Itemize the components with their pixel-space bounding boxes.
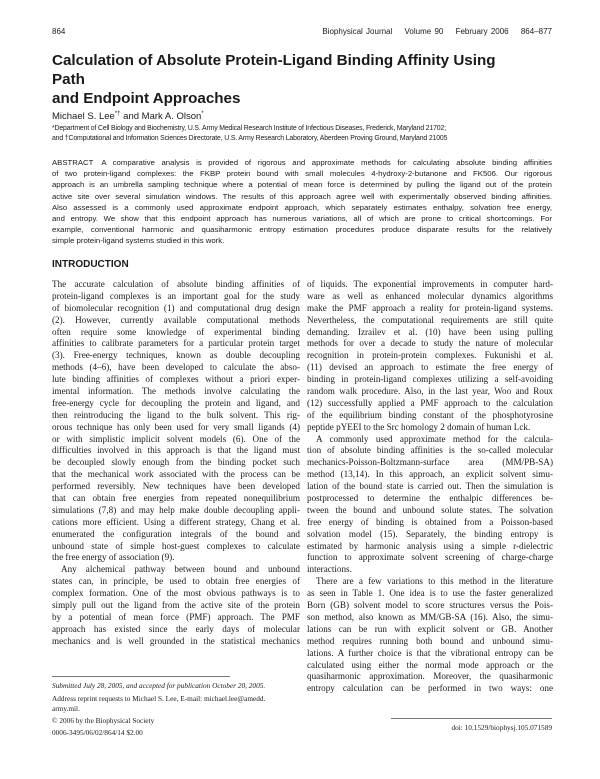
article-title	[52, 51, 522, 108]
submission-dates: Submitted July 28, 2005, and accepted for publication October 20, 2005.	[52, 681, 266, 690]
body-text-line: (3). Free-energy techniques, known as double decoupling	[52, 350, 300, 361]
author-list	[52, 111, 204, 122]
abstract-line	[52, 157, 552, 168]
body-text-line: quasiharmonic approximation. Moreover, the quasiharmonic	[307, 671, 553, 682]
body-text-line: method (13,14). In this approach, an explicit solvent simu-	[307, 469, 553, 480]
journal-pages: 864–877	[520, 27, 552, 36]
body-text-line: by a potential of mean force (PMF) approach. The PMF	[52, 611, 300, 622]
abstract-line: simple protein-ligand systems studied in this work.	[52, 236, 225, 246]
body-text-line: cations more efficient. Using a different strategy, Chang et al.	[52, 516, 300, 527]
abstract-line: approach is an umbrella sampling technique where a potential of mean force is determined by pulling the ligand out of the protein	[52, 180, 552, 190]
body-text-line: function to approximate solvent screening of charge-charge	[307, 552, 553, 563]
body-text-line: (11) devised an approach to estimate the free energy of	[307, 362, 553, 373]
body-text-line: recognition in protein-protein complexes. Fukunishi et al.	[307, 350, 553, 361]
body-text-line: make the PMF approach a reality for protein-ligand systems.	[307, 302, 553, 313]
body-text-line: performed reversibly. New techniques have been developed	[52, 481, 300, 492]
abstract-line: and entropy. We show that this endpoint approach has numerous variations, all of which are prone to critical shortcomings. For	[52, 213, 552, 223]
title-line: and Endpoint Approaches	[52, 90, 241, 107]
body-text-line: tween the bound and unbound solute states. The solvation	[307, 504, 553, 515]
body-text-line: binding in protein-ligand complexes utilizing a self-avoiding	[307, 374, 553, 385]
body-text-line: lute binding affinities of complexes without a priori exper-	[52, 374, 300, 385]
body-text-line: as seen in Table 1. One idea is to use the faster generalized	[307, 588, 553, 599]
journal-date: February 2006	[455, 27, 509, 36]
body-text-line: mechanics-Poisson-Boltzmann-surface area (MM/PB-SA)	[307, 457, 553, 468]
body-text-line: then reintroducing the ligand to the bulk solvent. This rig-	[52, 409, 300, 420]
abstract	[52, 157, 552, 247]
body-text-line: affinities to calibrate parameters for a particular protein target	[52, 338, 300, 349]
body-text-line: son method, also known as MM/GB-SA (16). Also, the simu-	[307, 611, 553, 622]
body-text-line: approach has existed since the early days of molecular	[52, 623, 300, 634]
body-text-line: enumerated the configuration integrals of the bound and	[52, 528, 300, 539]
abstract-label: ABSTRACT	[52, 158, 94, 167]
body-text-line: mechanics and is well grounded in the statistical mechanics	[52, 635, 300, 646]
body-text-line: of liquids. The exponential improvements in computer hard-	[307, 279, 553, 289]
author-name: Mark A. Olson	[141, 111, 202, 123]
body-text-line: of biomolecular recognition (1) and computational drug design	[52, 302, 300, 313]
article-code: 0006-3495/06/02/864/14 $2.00	[52, 727, 143, 737]
body-text-line: protein-ligand complexes is an important goal for the study	[52, 290, 300, 301]
abstract-text: A comparative analysis is provided of rigorous and approximate methods for calculating absolute binding affinities	[101, 158, 552, 167]
section-heading: INTRODUCTION	[52, 259, 129, 270]
abstract-line: example, conventional harmonic and quasiharmonic entropy estimation procedures produce disparate results for the relatively	[52, 225, 552, 235]
author-conjunction: and	[120, 111, 142, 123]
body-text-line: ware as well as enhanced molecular dynamics algorithms	[307, 290, 553, 301]
body-text-line: unbound state of simple host-guest complexes to calculate	[52, 540, 300, 551]
body-text-line: methods (4–6), have been developed to calculate the abso-	[52, 362, 300, 373]
journal-volume: Volume 90	[404, 27, 444, 36]
body-text-line: orous technique has only been used for very small ligands (4)	[52, 421, 300, 432]
body-text-line: lations can be run with explicit solvent or GB. Another	[307, 623, 553, 634]
body-text-line: estimated by harmonic analysis using a simple r-dielectric	[307, 540, 553, 551]
body-text-line: difficulties involved in this approach is that the ligand must	[52, 445, 300, 456]
body-text-line: or with simplistic implicit solvent models (6). One of the	[52, 433, 300, 444]
body-text-line: solvation model (15). Separately, the binding entropy is	[307, 528, 553, 539]
body-text-line: methods for over a decade to study the nature of molecular	[307, 338, 553, 349]
body-text-line: The accurate calculation of absolute binding affinities of	[52, 279, 300, 289]
body-text-line: postprocessed to determine the enthalpic differences be-	[307, 493, 553, 504]
copyright: © 2006 by the Biophysical Society	[52, 715, 155, 725]
body-text-line: that the mechanical work associated with the process can be	[52, 469, 300, 480]
abstract-line: active site over several simulation windows. The results of this approach agree well with experimentally observed binding affinities.	[52, 191, 552, 201]
body-text-line: of the equilibrium binding constant of the phosphotyrosine	[307, 409, 553, 420]
abstract-line: of two protein-ligand complexes: the FKBP protein bound with small molecules 4-hydroxy-2-butanone and FK506. Our rigorous	[52, 169, 552, 179]
body-text-line: interactions.	[307, 564, 352, 575]
journal-name: Biophysical Journal	[322, 27, 393, 36]
body-text-line: free-energy cycle for decoupling the protein and ligand, and	[52, 397, 300, 408]
body-text-line: method requires running both bound and unbound simu-	[307, 635, 553, 646]
body-text-line: that can obtain free energies from repeated nonequilibrium	[52, 493, 300, 504]
body-text-line: tion of absolute binding affinities is the so-called molecular	[307, 445, 553, 456]
doi: doi: 10.1529/biophysj.105.071589	[451, 723, 552, 732]
body-text-line: entropy calculation can be performed in two ways: one	[307, 683, 553, 694]
body-text-line: complex formation. One of the most obvious pathways is to	[52, 588, 300, 599]
body-text-line: peptide pYEEI to the Src homology 2 domain of human Lck.	[307, 421, 531, 432]
reprint-request-cont: army.mil.	[52, 703, 80, 713]
affiliations	[52, 124, 557, 143]
affiliation-line: and †Computational and Information Sciences Directorate, U.S. Army Research Laboratory, Aberdeen Proving Ground, Maryland 21005	[52, 134, 448, 142]
body-text-line: (2). However, currently available computational methods	[52, 314, 300, 325]
abstract-line: Also assessed is a commonly used approximate endpoint approach, which separately estimates enthalpy, solvation free energy,	[52, 202, 552, 212]
body-text-line: A commonly used approximate method for the calcula-	[316, 433, 553, 444]
running-header	[313, 27, 552, 36]
body-text-line: Born (GB) solvent model to score structures versus the Pois-	[307, 600, 553, 611]
footnote-divider	[52, 676, 230, 677]
body-text-line: Nevertheless, the computational requirements are still quite	[307, 314, 553, 325]
author-affiliation-mark: *†	[114, 111, 121, 117]
body-text-line: (12) successfully applied a PMF approach to the calculation	[307, 397, 553, 408]
page-number: 864	[52, 27, 66, 36]
body-text-line: lations. A further choice is that the vibrational entropy can be	[307, 647, 553, 658]
doi-divider	[391, 718, 552, 719]
author-name: Michael S. Lee	[52, 111, 115, 123]
body-text-line: Any alchemical pathway between bound and unbound	[61, 564, 300, 575]
body-text-line: free energy of binding is obtained from a Poisson-based	[307, 516, 553, 527]
body-text-line: simply pull out the ligand from the active site of the protein	[52, 600, 300, 611]
body-text-line: states can, in principle, be used to obtain free energies of	[52, 576, 300, 587]
body-text-line: There are a few variations to this method in the literature	[316, 576, 553, 587]
body-text-line: often require some knowledge of experimental binding	[52, 326, 300, 337]
body-column-right	[307, 279, 553, 695]
affiliation-line: *Department of Cell Biology and Biochemistry, U.S. Army Medical Research Institute of Infectious Diseases, Frederick, Maryland 21702;	[52, 125, 446, 132]
title-line: Calculation of Absolute Protein-Ligand Binding Affinity Using Path	[52, 52, 496, 88]
reprint-request: Address reprint requests to Michael S. Lee, E-mail: michael.lee@amedd.	[52, 693, 266, 703]
body-text-line: random walk procedure. Also, in the last year, Woo and Roux	[307, 386, 553, 397]
body-text-line: calculated using either the normal mode approach or the	[307, 659, 553, 670]
body-text-line: be decoupled slowly enough from the binding pocket such	[52, 457, 300, 468]
author-affiliation-mark: *	[201, 111, 204, 117]
body-column-left	[52, 279, 300, 648]
footnotes	[52, 680, 302, 739]
body-text-line: simulations (7,8) and may help make double decoupling appli-	[52, 504, 300, 515]
body-text-line: lation of the bound state is carried out. Then the simulation is	[307, 481, 553, 492]
body-text-line: the free energy of association (9).	[52, 552, 175, 563]
body-text-line: imental information. The methods involve calculating the	[52, 386, 300, 397]
body-text-line: demanding. Izrailev et al. (10) have been using pulling	[307, 326, 553, 337]
